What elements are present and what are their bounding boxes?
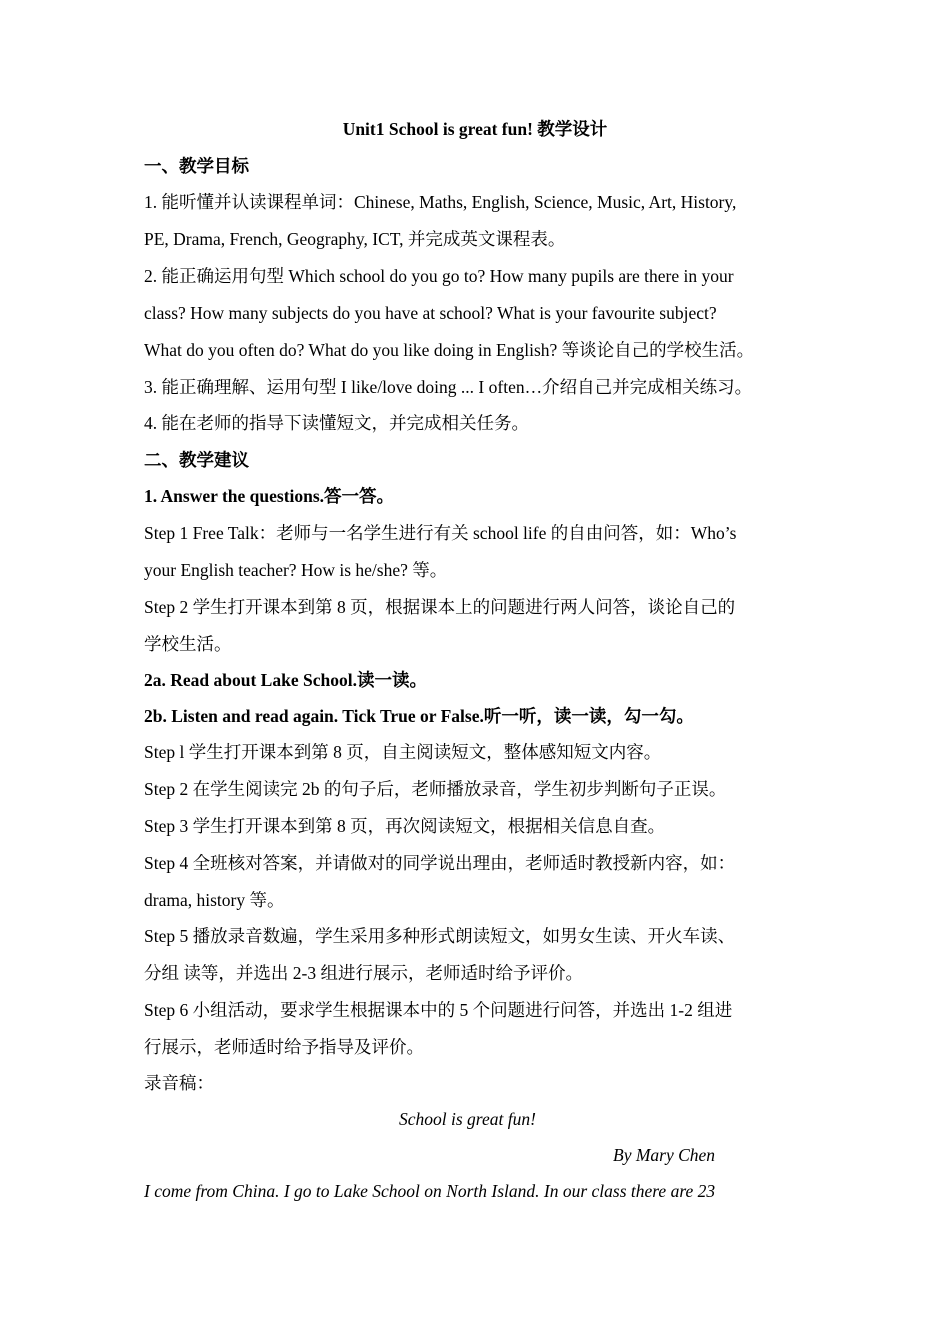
section-heading-suggestions: 二、教学建议 — [144, 450, 249, 470]
transcript-label: 录音稿： — [144, 1073, 214, 1093]
section-heading-objectives: 一、教学目标 — [144, 156, 249, 176]
objective-line: 1. 能听懂并认读课程单词：Chinese, Maths, English, Science, Music, Art, History, — [144, 192, 737, 212]
document-title: Unit1 School is great fun! 教学设计 — [342, 119, 608, 139]
passage-line: I come from China. I go to Lake School on North Island. In our class there are 23 — [144, 1181, 716, 1201]
objective-line: What do you often do? What do you like doing in English? 等谈论自己的学校生活。 — [144, 340, 755, 360]
step-line: Step 6 小组活动，要求学生根据课本中的 5 个问题进行问答，并选出 1-2 组进 — [144, 1000, 733, 1020]
step-line: Step l 学生打开课本到第 8 页，自主阅读短文，整体感知短文内容。 — [144, 742, 662, 762]
step-line: Step 1 Free Talk：老师与一名学生进行有关 school life 的自由问答，如：Who’s — [144, 523, 737, 543]
step-line: Step 2 学生打开课本到第 8 页，根据课本上的问题进行两人问答，谈论自己的 — [144, 597, 736, 617]
part-heading-read-lake-school: 2a. Read about Lake School.读一读。 — [144, 670, 427, 690]
passage-author: By Mary Chen — [613, 1145, 716, 1165]
step-line: your English teacher? How is he/she? 等。 — [144, 560, 448, 580]
step-line: Step 2 在学生阅读完 2b 的句子后，老师播放录音，学生初步判断句子正误。 — [144, 779, 727, 799]
objective-line: class? How many subjects do you have at school? What is your favourite subject? — [144, 303, 717, 323]
step-line: Step 3 学生打开课本到第 8 页，再次阅读短文，根据相关信息自查。 — [144, 816, 666, 836]
step-line: 行展示，老师适时给予指导及评价。 — [144, 1037, 424, 1057]
objective-line: 4. 能在老师的指导下读懂短文，并完成相关任务。 — [144, 413, 529, 433]
passage-title: School is great fun! — [399, 1109, 536, 1129]
part-heading-answer-questions: 1. Answer the questions.答一答。 — [144, 486, 395, 506]
objective-line: 2. 能正确运用句型 Which school do you go to? How many pupils are there in your — [144, 266, 734, 286]
step-line: 分组 读等，并选出 2-3 组进行展示，老师适时给予评价。 — [144, 963, 583, 983]
step-line: drama, history 等。 — [144, 890, 285, 910]
step-line: 学校生活。 — [144, 634, 232, 654]
step-line: Step 5 播放录音数遍，学生采用多种形式朗读短文，如男女生读、开火车读、 — [144, 926, 736, 946]
objective-line: 3. 能正确理解、运用句型 I like/love doing ... I often…介绍自己并完成相关练习。 — [144, 377, 753, 397]
objective-line: PE, Drama, French, Geography, ICT, 并完成英文课程表。 — [144, 229, 566, 249]
part-heading-listen-read: 2b. Listen and read again. Tick True or False.听一听，读一读，勾一勾。 — [144, 706, 694, 726]
step-line: Step 4 全班核对答案，并请做对的同学说出理由，老师适时教授新内容，如： — [144, 853, 736, 873]
